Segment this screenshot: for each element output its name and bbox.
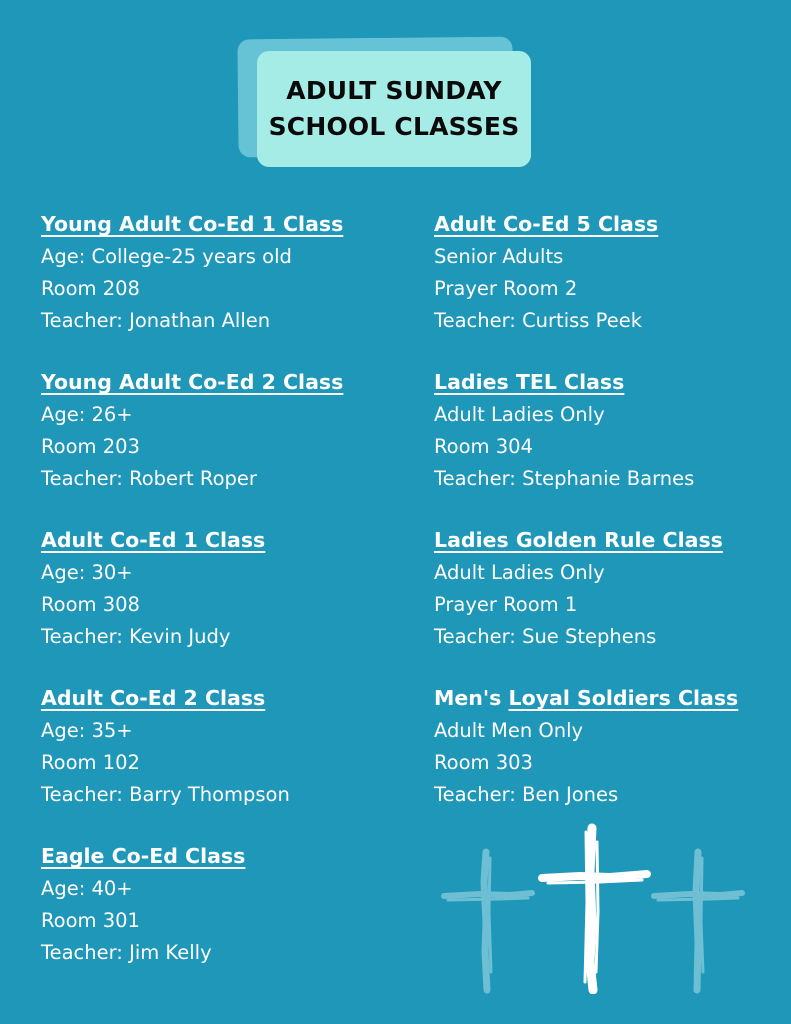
class-adult-co-ed-1 xyxy=(41,523,401,681)
class-name: Young Adult Co-Ed 2 Class xyxy=(41,370,344,394)
class-adult-co-ed-2 xyxy=(41,681,401,839)
class-room: Prayer Room 1 xyxy=(434,593,578,616)
class-room: Room 208 xyxy=(41,277,140,300)
class-teacher: Teacher: Barry Thompson xyxy=(41,783,290,806)
class-mens-loyal-soldiers xyxy=(434,681,774,839)
class-name: Ladies TEL Class xyxy=(434,370,625,394)
class-teacher: Teacher: Kevin Judy xyxy=(41,625,231,648)
class-adult-co-ed-5 xyxy=(434,207,774,365)
class-teacher: Teacher: Jim Kelly xyxy=(41,941,212,964)
left-column xyxy=(41,207,401,997)
class-teacher: Teacher: Robert Roper xyxy=(41,467,257,490)
class-room: Room 102 xyxy=(41,751,140,774)
class-ladies-golden-rule xyxy=(434,523,774,681)
center-cross-icon xyxy=(542,828,647,990)
class-teacher: Teacher: Ben Jones xyxy=(434,783,619,806)
page-title xyxy=(269,73,520,145)
class-teacher: Teacher: Sue Stephens xyxy=(434,625,657,648)
title-line-2: SCHOOL CLASSES xyxy=(268,112,520,141)
class-name-prefix: Men's xyxy=(434,686,509,710)
class-ladies-tel xyxy=(434,365,774,523)
class-room: Room 308 xyxy=(41,593,140,616)
class-age: Age: 40+ xyxy=(41,877,133,900)
class-room: Room 304 xyxy=(434,435,533,458)
class-name xyxy=(434,681,774,715)
class-teacher: Teacher: Jonathan Allen xyxy=(41,309,271,332)
class-name: Young Adult Co-Ed 1 Class xyxy=(41,212,344,236)
class-name: Eagle Co-Ed Class xyxy=(41,844,246,868)
class-name: Adult Co-Ed 2 Class xyxy=(41,686,266,710)
class-age: Age: College-25 years old xyxy=(41,245,292,268)
class-audience: Adult Men Only xyxy=(434,719,584,742)
class-age: Age: 26+ xyxy=(41,403,133,426)
class-young-adult-co-ed-1 xyxy=(41,207,401,365)
class-name-main: Loyal Soldiers Class xyxy=(508,686,739,710)
class-eagle-co-ed xyxy=(41,839,401,997)
title-box xyxy=(257,51,531,167)
class-age: Age: 30+ xyxy=(41,561,133,584)
class-teacher: Teacher: Stephanie Barnes xyxy=(434,467,695,490)
class-name: Ladies Golden Rule Class xyxy=(434,528,723,552)
class-name: Adult Co-Ed 1 Class xyxy=(41,528,266,552)
class-room: Room 203 xyxy=(41,435,140,458)
class-room: Room 301 xyxy=(41,909,140,932)
class-audience: Senior Adults xyxy=(434,245,564,268)
three-crosses-icon xyxy=(440,822,750,994)
class-room: Room 303 xyxy=(434,751,533,774)
right-column xyxy=(434,207,774,839)
right-cross-icon xyxy=(654,852,742,990)
class-audience: Adult Ladies Only xyxy=(434,403,605,426)
class-room: Prayer Room 2 xyxy=(434,277,578,300)
class-audience: Adult Ladies Only xyxy=(434,561,605,584)
left-cross-icon xyxy=(444,852,532,990)
class-age: Age: 35+ xyxy=(41,719,133,742)
class-teacher: Teacher: Curtiss Peek xyxy=(434,309,642,332)
title-line-1: ADULT SUNDAY xyxy=(286,76,502,105)
class-young-adult-co-ed-2 xyxy=(41,365,401,523)
title-banner xyxy=(238,38,533,170)
class-name: Adult Co-Ed 5 Class xyxy=(434,212,659,236)
